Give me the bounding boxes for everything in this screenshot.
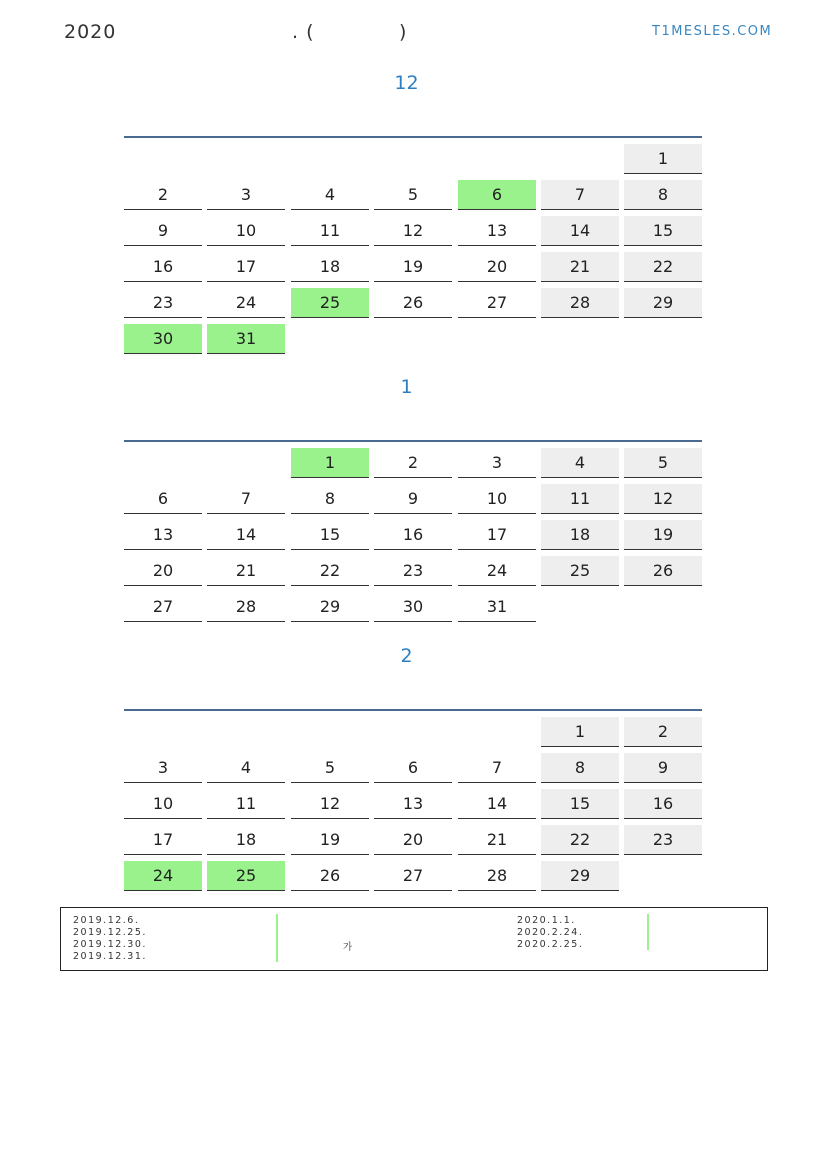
day-cell: 7 — [541, 180, 619, 210]
day-cell: 16 — [374, 520, 452, 550]
day-cell: 13 — [374, 789, 452, 819]
day-cell: 29 — [624, 288, 702, 318]
day-cell: 5 — [291, 753, 369, 783]
day-cell: 15 — [624, 216, 702, 246]
day-cell: 27 — [458, 288, 536, 318]
day-cell: 11 — [207, 789, 285, 819]
day-cell: 11 — [541, 484, 619, 514]
day-cell: 27 — [124, 592, 202, 622]
day-cell: 5 — [374, 180, 452, 210]
day-cell: 10 — [207, 216, 285, 246]
day-cell: 4 — [291, 180, 369, 210]
day-cell: 7 — [458, 753, 536, 783]
day-cell: 11 — [291, 216, 369, 246]
day-cell: 29 — [541, 861, 619, 891]
day-cell: 2 — [124, 180, 202, 210]
day-cell: 21 — [458, 825, 536, 855]
note-right-3: 2020.2.25. — [517, 939, 584, 950]
day-cell: 10 — [458, 484, 536, 514]
calendar-top-rule — [124, 440, 702, 442]
day-cell: 26 — [374, 288, 452, 318]
day-cell: 15 — [541, 789, 619, 819]
note-left-1: 2019.12.6. — [73, 915, 140, 926]
day-cell: 28 — [541, 288, 619, 318]
day-cell: 19 — [624, 520, 702, 550]
day-cell: 8 — [291, 484, 369, 514]
note-left-marker — [276, 914, 278, 962]
day-cell: 8 — [624, 180, 702, 210]
calendar-top-rule — [124, 709, 702, 711]
page-header — [64, 21, 408, 43]
day-cell: 19 — [374, 252, 452, 282]
note-left-3: 2019.12.30. — [73, 939, 147, 950]
day-cell: 27 — [374, 861, 452, 891]
day-cell: 1 — [291, 448, 369, 478]
day-cell: 25 — [541, 556, 619, 586]
day-cell: 17 — [458, 520, 536, 550]
day-cell: 16 — [624, 789, 702, 819]
day-cell: 22 — [291, 556, 369, 586]
day-cell: 18 — [541, 520, 619, 550]
day-cell: 19 — [291, 825, 369, 855]
day-cell: 3 — [207, 180, 285, 210]
day-cell: 30 — [374, 592, 452, 622]
calendar-january — [124, 440, 702, 624]
day-cell: 17 — [207, 252, 285, 282]
day-cell: 20 — [124, 556, 202, 586]
day-cell: 13 — [124, 520, 202, 550]
day-cell: 28 — [207, 592, 285, 622]
day-cell: 30 — [124, 324, 202, 354]
calendar-december — [124, 136, 702, 356]
day-cell: 7 — [207, 484, 285, 514]
day-cell: 2 — [374, 448, 452, 478]
day-cell: 9 — [374, 484, 452, 514]
day-cell: 10 — [124, 789, 202, 819]
day-cell: 4 — [207, 753, 285, 783]
day-cell: 12 — [624, 484, 702, 514]
day-cell: 3 — [458, 448, 536, 478]
day-cell: 22 — [624, 252, 702, 282]
day-cell: 31 — [458, 592, 536, 622]
header-year: 2020 — [64, 21, 117, 43]
day-cell: 20 — [374, 825, 452, 855]
month-title-january: 1 — [400, 376, 413, 398]
day-cell: 16 — [124, 252, 202, 282]
day-cell: 2 — [624, 717, 702, 747]
calendar-february — [124, 709, 702, 893]
day-cell: 25 — [291, 288, 369, 318]
day-cell: 5 — [624, 448, 702, 478]
note-center: 가 — [343, 942, 354, 953]
month-title-december: 12 — [394, 72, 419, 94]
day-cell: 6 — [124, 484, 202, 514]
day-cell: 6 — [458, 180, 536, 210]
day-cell: 14 — [541, 216, 619, 246]
day-cell: 9 — [124, 216, 202, 246]
note-right-1: 2020.1.1. — [517, 915, 576, 926]
day-cell: 23 — [124, 288, 202, 318]
day-cell: 24 — [124, 861, 202, 891]
day-cell: 23 — [624, 825, 702, 855]
day-cell: 14 — [458, 789, 536, 819]
month-title-february: 2 — [400, 645, 413, 667]
day-cell: 6 — [374, 753, 452, 783]
header-subtitle: . ( ) — [292, 21, 408, 43]
day-cell: 12 — [374, 216, 452, 246]
day-cell: 25 — [207, 861, 285, 891]
day-cell: 18 — [291, 252, 369, 282]
day-cell: 28 — [458, 861, 536, 891]
site-logo[interactable]: T1MESLES.COM — [652, 24, 773, 39]
day-cell: 3 — [124, 753, 202, 783]
day-cell: 22 — [541, 825, 619, 855]
day-cell: 4 — [541, 448, 619, 478]
day-cell: 24 — [207, 288, 285, 318]
day-cell: 26 — [291, 861, 369, 891]
day-cell: 26 — [624, 556, 702, 586]
day-cell: 15 — [291, 520, 369, 550]
day-cell: 21 — [541, 252, 619, 282]
holiday-notes-box — [60, 907, 768, 971]
day-cell: 9 — [624, 753, 702, 783]
note-right-marker — [647, 914, 649, 950]
day-cell: 12 — [291, 789, 369, 819]
day-cell: 8 — [541, 753, 619, 783]
note-left-2: 2019.12.25. — [73, 927, 147, 938]
day-cell: 29 — [291, 592, 369, 622]
note-left-4: 2019.12.31. — [73, 951, 147, 962]
day-cell: 31 — [207, 324, 285, 354]
day-cell: 1 — [624, 144, 702, 174]
day-cell: 13 — [458, 216, 536, 246]
calendar-top-rule — [124, 136, 702, 138]
day-cell: 23 — [374, 556, 452, 586]
day-cell: 24 — [458, 556, 536, 586]
day-cell: 21 — [207, 556, 285, 586]
day-cell: 17 — [124, 825, 202, 855]
day-cell: 18 — [207, 825, 285, 855]
day-cell: 1 — [541, 717, 619, 747]
note-right-2: 2020.2.24. — [517, 927, 584, 938]
day-cell: 20 — [458, 252, 536, 282]
day-cell: 14 — [207, 520, 285, 550]
